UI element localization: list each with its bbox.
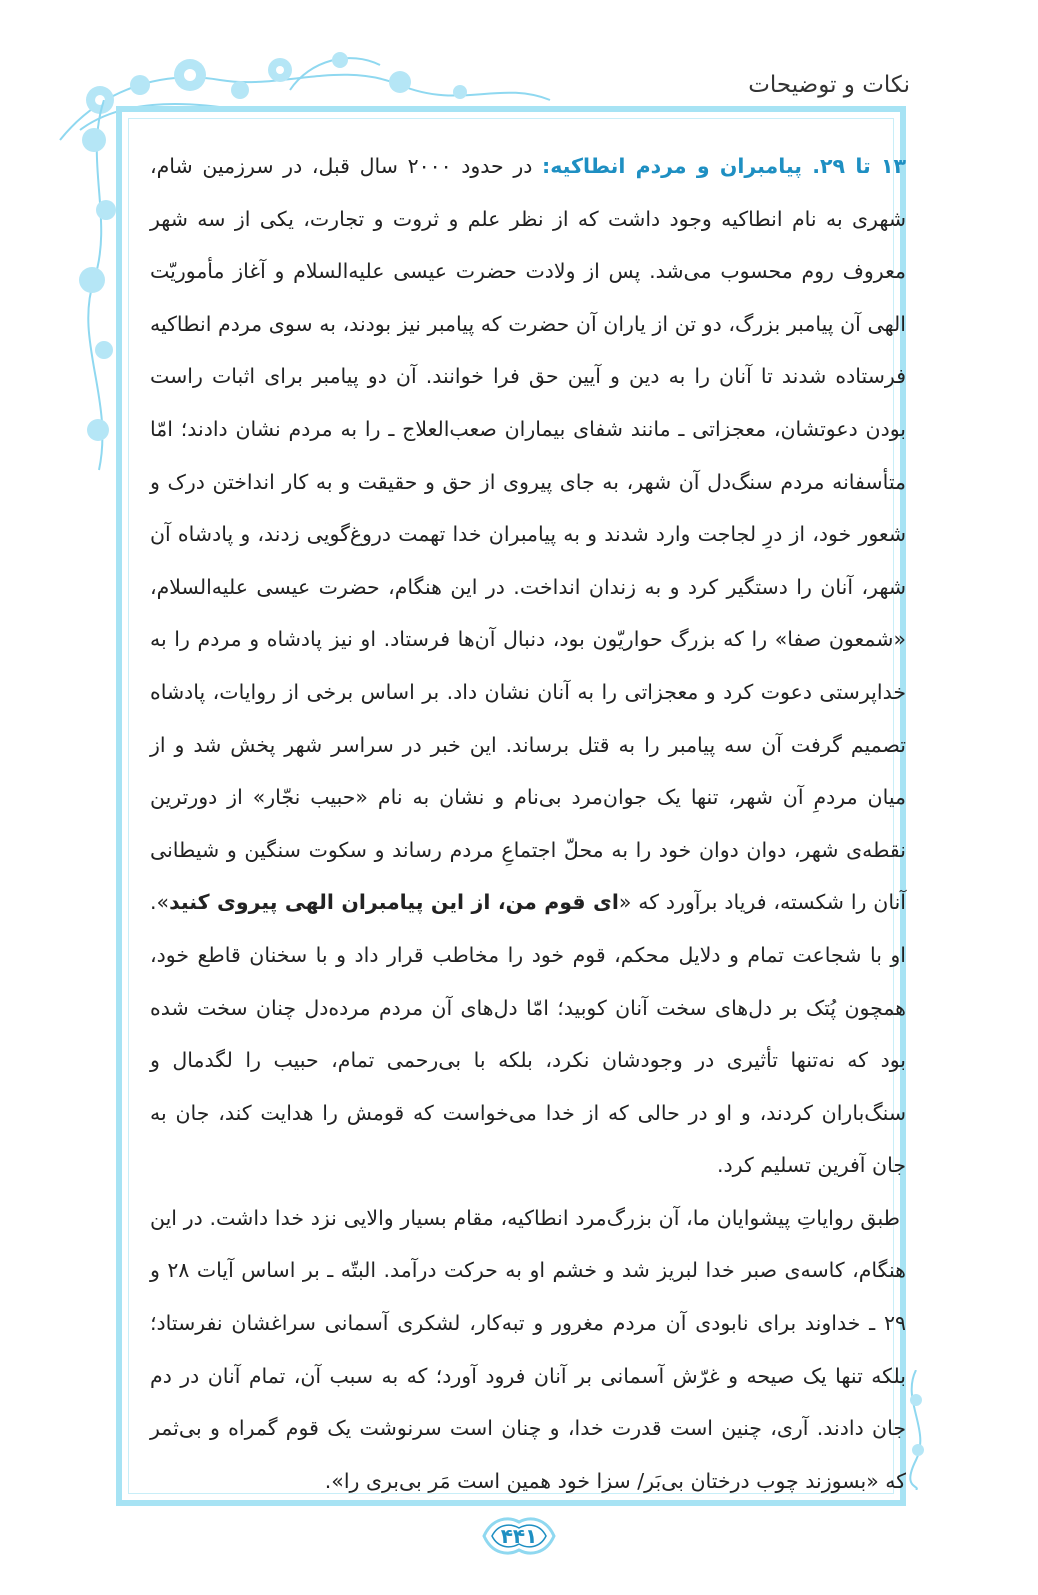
page-number-badge [478, 1512, 560, 1560]
quote-bold: ای قوم من، از این پیامبران الهی پیروی کنید [169, 890, 619, 915]
page-number: ۴۴۱ [500, 1524, 538, 1548]
verse-range-heading: ۱۳ تا ۲۹. پیامبران و مردم انطاکیه: [542, 154, 907, 178]
paragraph-1 [150, 140, 906, 1192]
paragraph-1-text-b: ». او با شجاعت تمام و دلایل محکم، قوم خود را مخاطب قرار داد و با سخنان قاطع خود، همچون پُتک بر دل‌های سخت آنان کوبید؛ امّا دل‌های آن مردم مرده‌دل چنان سخت شده بود که نه‌تنها تأثیری در وجودشان نکرد، بلکه با بی‌رحمی تمام، حبیب را لگدمال و سنگ‌باران کردند، و او در حالی که از خدا می‌خواست که قومش را هدایت کند، جان به جان آفرین تسلیم کرد. [150, 890, 906, 1178]
paragraph-1-text-a: در حدود ۲۰۰۰ سال قبل، در سرزمین شام، شهری به نام انطاکیه وجود داشت که از نظر علم و ثروت و تجارت، یکی از سه شهر معروف روم محسوب می‌شد. پس از ولادت حضرت عیسی علیه‌السلام و آغاز مأموریّت الهی آن پیامبر بزرگ، دو تن از یاران آن حضرت که پیامبر نیز بودند، به سوی مردم انطاکیه فرستاده شدند تا آنان را به دین و آیین حق فرا خوانند. آن دو پیامبر برای اثبات راست بودن دعوتشان، معجزاتی ـ مانند شفای بیماران صعب‌العلاج ـ را به مردم نشان دادند؛ امّا متأسفانه مردم سنگ‌دل آن شهر، به جای پیروی از حق و حقیقت و به کار انداختن درک و شعور خود، از درِ لجاجت وارد شدند و به پیامبران خدا تهمت دروغ‌گویی زدند، و پادشاه آن شهر، آنان را دستگیر کرد و به زندان انداخت. در این هنگام، حضرت عیسی علیه‌السلام، «شمعون صفا» را که بزرگ حواریّون بود، دنبال آن‌ها فرستاد. او نیز پادشاه و مردم را به خداپرستی دعوت کرد و معجزاتی را به آنان نشان داد. بر اساس برخی از روایات، پادشاه تصمیم گرفت آن سه پیامبر را به قتل برساند. این خبر در سراسر شهر پخش شد و از میان مردمِ آن شهر، تنها یک جوان‌مرد بی‌نام و نشان به نام «حبیب نجّار» از دورترین نقطه‌ی شهر، دوان دوان خود را به محلّ اجتماعِ مردم رساند و سکوت سنگین و شیطانی آنان را شکسته، فریاد برآورد که « [150, 154, 906, 915]
section-header-title: نکات و توضیحات [748, 72, 910, 98]
paragraph-2: طبق روایاتِ پیشوایان ما، آن بزرگ‌مرد انطاکیه، مقام بسیار والایی نزد خدا داشت. در این هنگام، کاسه‌ی صبر خدا لبریز شد و خشم او به حرکت درآمد. البتّه ـ بر اساس آیات ۲۸ و ۲۹ ـ خداوند برای نابودی آن مردم مغرور و تبه‌کار، لشکری آسمانی سراغشان نفرستاد؛ بلکه تنها یک صیحه و غرّش آسمانی بر آنان فرود آورد؛ که به سبب آن، تمام آنان در دم جان دادند. آری، چنین است قدرت خدا، و چنان است سرنوشت یک قوم گمراه و بی‌ثمر که «بسوزند چوب درختان بی‌بَر/ سزا خود همین است مَر بی‌بری را». [150, 1205, 906, 1493]
body-text [150, 140, 906, 1507]
